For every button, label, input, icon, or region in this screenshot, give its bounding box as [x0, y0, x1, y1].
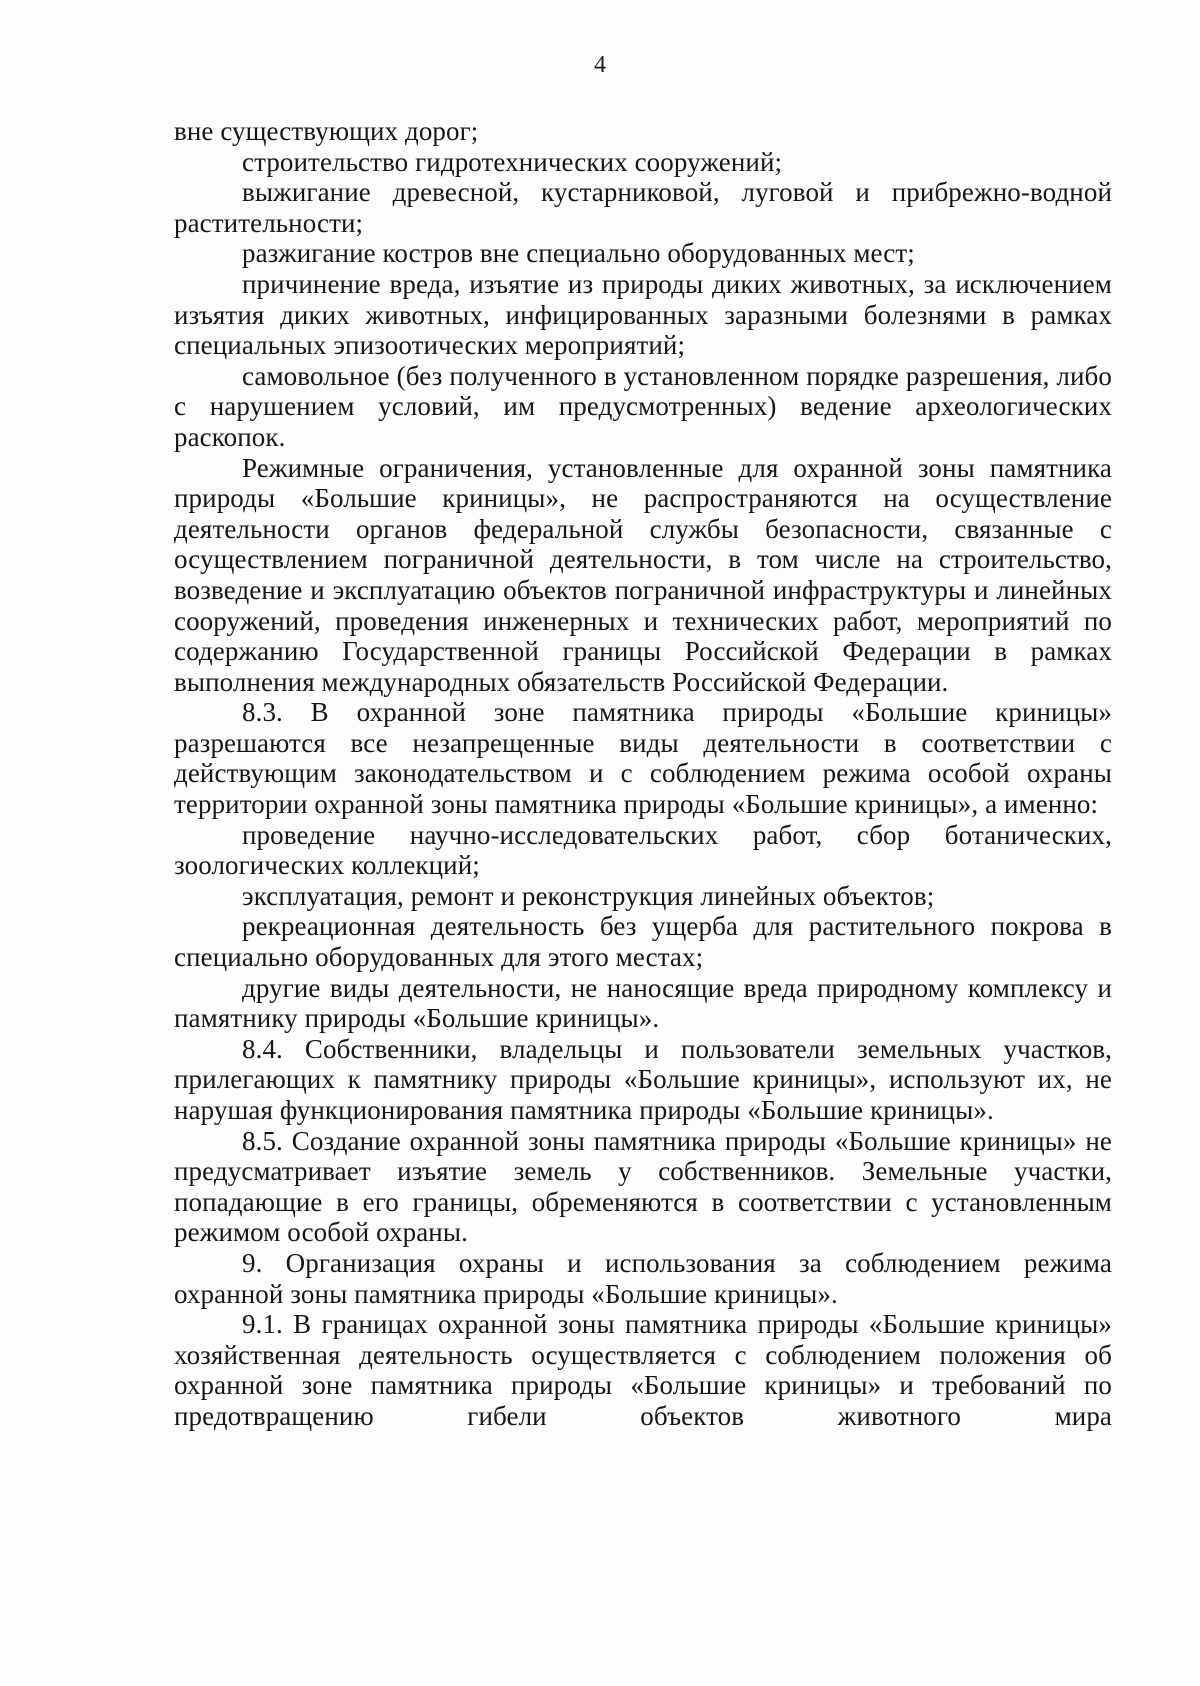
paragraph-8-4: 8.4. Собственники, владельцы и пользователи земельных участков, прилегающих к памятнику природы «Большие криницы», используют их, не нарушая функционирования памятника природы «Большие криницы». [174, 1033, 1112, 1125]
paragraph-other-activities: другие виды деятельности, не наносящие вреда природному комплексу и памятнику природы «Большие криницы». [174, 972, 1112, 1034]
page-number: 4 [594, 52, 606, 78]
paragraph-research-work: проведение научно-исследовательских работ, сбор ботанических, зоологических коллекций; [174, 819, 1112, 881]
paragraph-regime-exceptions: Режимные ограничения, установленные для охранной зоны памятника природы «Большие криницы», не распространяются на осуществление деятельности органов федеральной службы безопасности, связанные с осуществлением пограничной деятельности, в том числе на строительство, возведение и эксплуатацию объектов пограничной инфраструктуры и линейных сооружений, проведения инженерных и технических работ, мероприятий по содержанию Государственной границы Российской Федерации в рамках выполнения международных обязательств Российской Федерации. [174, 452, 1112, 697]
paragraph-hydro-construction: строительство гидротехнических сооружений; [242, 146, 783, 177]
paragraph-campfires: разжигание костров вне специально оборудованных мест; [242, 238, 915, 269]
paragraph-9: 9. Организация охраны и использования за соблюдением режима охранной зоны памятника природы «Большие криницы». [174, 1247, 1112, 1309]
paragraph-8-3: 8.3. В охранной зоне памятника природы «Большие криницы» разрешаются все незапрещенные виды деятельности в соответствии с действующим законодательством и с соблюдением режима особой охраны территории охранной зоны памятника природы «Большие криницы», а именно: [174, 697, 1112, 820]
paragraph-wild-animals: причинение вреда, изъятие из природы диких животных, за исключением изъятия диких животных, инфицированных заразными болезнями в рамках специальных эпизоотических мероприятий; [174, 268, 1112, 361]
paragraph-archaeological-digs: самовольное (без полученного в установленном порядке разрешения, либо с нарушением условий, им предусмотренных) ведение археологических раскопок. [174, 360, 1112, 452]
paragraph-linear-objects: эксплуатация, ремонт и реконструкция линейных объектов; [242, 880, 935, 911]
document-body [174, 116, 1112, 1432]
paragraph-8-5: 8.5. Создание охранной зоны памятника природы «Большие криницы» не предусматривает изъятие земель у собственников. Земельные участки, попадающие в его границы, обременяются в соответствии с установленным режимом особой охраны. [174, 1125, 1112, 1248]
paragraph-vegetation-burning: выжигание древесной, кустарниковой, луговой и прибрежно-водной растительности; [174, 177, 1112, 238]
paragraph-recreation: рекреационная деятельность без ущерба для растительного покрова в специально оборудованных для этого местах; [174, 911, 1112, 973]
paragraph-road-restriction: вне существующих дорог; [174, 116, 479, 146]
paragraph-9-1: 9.1. В границах охранной зоны памятника природы «Большие криницы» хозяйственная деятельность осуществляется с соблюдением положения об охранной зоне памятника природы «Большие криницы» и требований по предотвращению гибели объектов животного мира [174, 1309, 1112, 1431]
